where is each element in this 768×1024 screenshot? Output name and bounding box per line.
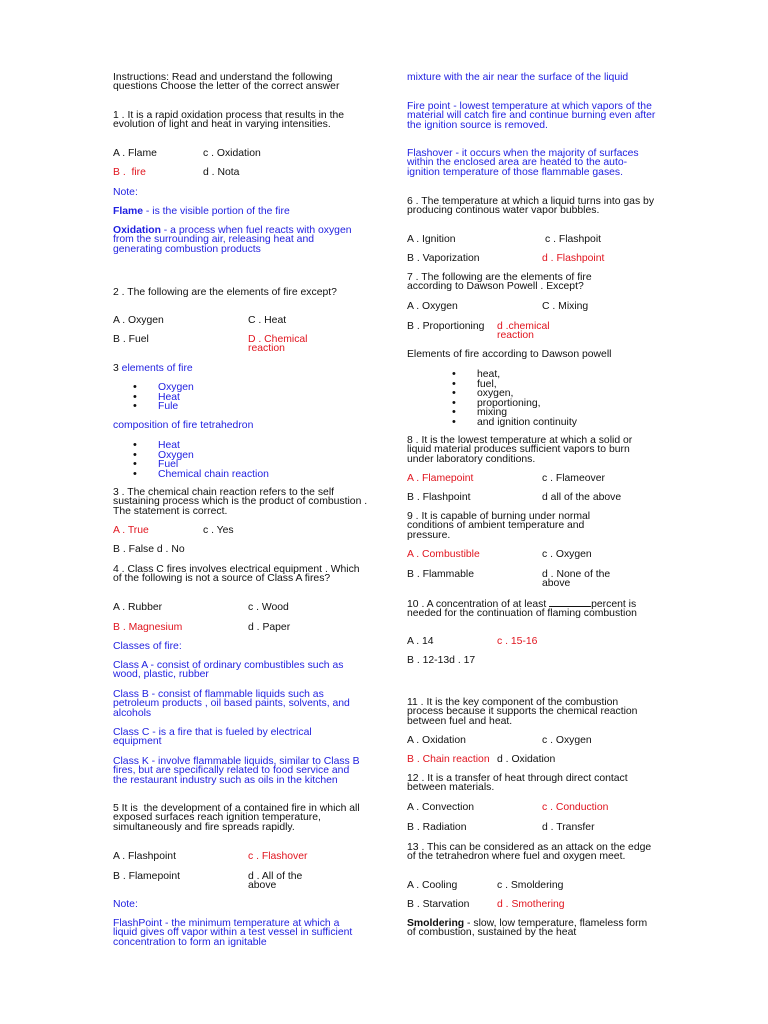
q3-option-a: A . True — [113, 525, 149, 536]
flame-def: - is the visible portion of the fire — [143, 206, 290, 217]
q5-stem: 5 It is the development of a contained fire in which all exposed surfaces reach ignition temperature, simultaneously and fire spreads rapidly. — [113, 803, 363, 833]
classes-title: Classes of fire: — [113, 641, 182, 652]
oxidation-definition — [113, 226, 363, 254]
note-label-2: Note: — [113, 899, 138, 910]
q8-option-b: B . Flashpoint — [407, 492, 471, 503]
q11-option-c: c . Oxygen — [542, 735, 592, 746]
q9-option-a: A . Combustible — [407, 549, 480, 560]
list-item: • mixing — [477, 408, 577, 418]
q10-option-a: A . 14 — [407, 636, 434, 647]
q9-option-b: B . Flammable — [407, 569, 474, 580]
q5-option-b: B . Flamepoint — [113, 871, 180, 882]
smoldering-def: - slow, low temperature, flameless form of combustion, sustained by the heat — [407, 918, 651, 939]
q10-stem-start: 10 . A concentration of at least — [407, 599, 550, 610]
elements-list — [158, 383, 194, 412]
q12-option-a: A . Convection — [407, 802, 475, 813]
q4-option-d: d . Paper — [248, 622, 291, 633]
oxidation-def: - a process when fuel reacts with oxygen from the surrounding air, releasing heat and generating combustion products — [113, 225, 355, 255]
list-item: • Chemical chain reaction — [158, 470, 269, 480]
q11-option-d: d . Oxidation — [497, 754, 556, 765]
fire-point-note: Fire point - lowest temperature at which vapors of the material will catch fire and continue burning even after the ignition source is removed. — [407, 101, 659, 131]
tetrahedron-list — [158, 441, 269, 479]
q1-option-b: B . fire — [113, 167, 146, 178]
q13-option-d: d . Smothering — [497, 899, 565, 910]
tetrahedron-title: composition of fire tetrahedron — [113, 420, 254, 431]
q8-option-c: c . Flameover — [542, 473, 605, 484]
q7-stem: 7 . The following are the elements of fire according to Dawson Powell . Except? — [407, 272, 595, 293]
q5-option-c: c . Flashover — [248, 851, 308, 862]
q12-stem: 12 . It is a transfer of heat through direct contact between materials. — [407, 773, 631, 794]
instructions: Instructions: Read and understand the following questions Choose the letter of the correct answer — [113, 72, 340, 93]
dawson-title: Elements of fire according to Dawson powell — [407, 349, 612, 360]
note-label: Note: — [113, 187, 138, 198]
q6-option-c: c . Flashpoit — [545, 234, 602, 245]
list-item: • proportioning, — [477, 399, 577, 409]
answer-blank — [549, 598, 591, 607]
list-item: • Heat — [158, 393, 194, 403]
q5-option-a: A . Flashpoint — [113, 851, 176, 862]
smoldering-definition — [407, 919, 652, 938]
q7-option-d: d .chemical reaction — [497, 321, 553, 342]
q2-option-c: C . Heat — [248, 315, 287, 326]
q2-option-a: A . Oxygen — [113, 315, 164, 326]
q6-option-d: d . Flashpoint — [542, 253, 605, 264]
list-item: • Heat — [158, 441, 269, 451]
q8-stem: 8 . It is the lowest temperature at which a solid or liquid material produces sufficient vapors to burn under laboratory conditions. — [407, 435, 636, 465]
q1-option-d: d . Nota — [203, 167, 240, 178]
continued-text: mixture with the air near the surface of the liquid — [407, 72, 629, 83]
q4-option-a: A . Rubber — [113, 602, 163, 613]
list-item: • Fuel — [158, 460, 269, 470]
q10-option-bd: B . 12-13d . 17 — [407, 655, 476, 666]
dawson-list — [477, 370, 577, 428]
flashpoint-note: FlashPoint - the minimum temperature at which a liquid gives off vapor within a test vessel in sufficient concentration to form an ignitable — [113, 918, 356, 948]
oxidation-term: Oxidation — [113, 225, 161, 236]
q10-option-c: c . 15-16 — [497, 636, 538, 647]
list-item: • oxygen, — [477, 389, 577, 399]
q13-option-c: c . Smoldering — [497, 880, 564, 891]
q12-option-d: d . Transfer — [542, 822, 595, 833]
q11-option-a: A . Oxidation — [407, 735, 466, 746]
q7-option-b: B . Proportioning — [407, 321, 485, 332]
q1-option-a: A . Flame — [113, 148, 157, 159]
q1-option-c: c . Oxidation — [203, 148, 261, 159]
list-item: • heat, — [477, 370, 577, 380]
q10-stem-end: percent is needed for the continuation of flaming combustion — [407, 599, 640, 620]
q6-option-b: B . Vaporization — [407, 253, 480, 264]
q12-option-b: B . Radiation — [407, 822, 467, 833]
q6-option-a: A . Ignition — [407, 234, 456, 245]
class-a: Class A - consist of ordinary combustibles such as wood, plastic, rubber — [113, 660, 347, 681]
class-c: Class C - is a fire that is fueled by electrical equipment — [113, 727, 315, 748]
q3-option-c: c . Yes — [203, 525, 234, 536]
flame-term: Flame — [113, 206, 144, 217]
q7-option-a: A . Oxygen — [407, 301, 458, 312]
q3-option-bd: B . False d . No — [113, 544, 185, 555]
class-k: Class K - involve flammable liquids, similar to Class B fires, but are specifically related to food service and the restaurant industry such as oils in the kitchen — [113, 756, 363, 786]
list-item: • Fule — [158, 402, 194, 412]
q1-stem: 1 . It is a rapid oxidation process that results in the evolution of light and heat in varying intensities. — [113, 110, 347, 131]
q2-stem: 2 . The following are the elements of fire except? — [113, 287, 337, 298]
q5-option-d: d . All of the above — [248, 871, 306, 892]
q11-stem: 11 . It is the key component of the combustion process because it supports the chemical reaction between fuel and heat. — [407, 697, 641, 727]
smoldering-term: Smoldering — [407, 918, 465, 929]
q13-option-a: A . Cooling — [407, 880, 458, 891]
q8-option-a: A . Flamepoint — [407, 473, 474, 484]
flame-definition — [113, 207, 373, 216]
q2-option-d: D . Chemical reaction — [248, 334, 311, 355]
q9-option-c: c . Oxygen — [542, 549, 592, 560]
list-item: • Oxygen — [158, 451, 269, 461]
q9-stem: 9 . It is capable of burning under normal conditions of ambient temperature and pressure. — [407, 511, 593, 541]
q10-stem — [407, 598, 657, 619]
flashover-note: Flashover - it occurs when the majority of surfaces within the enclosed area are heated to the auto-ignition temperature of those flammable gases. — [407, 148, 642, 178]
list-item: • Oxygen — [158, 383, 194, 393]
q13-option-b: B . Starvation — [407, 899, 470, 910]
elements-heading — [113, 364, 193, 373]
list-item: • and ignition continuity — [477, 418, 577, 428]
q6-stem: 6 . The temperature at which a liquid turns into gas by producing continous water vapor bubbles. — [407, 196, 657, 217]
class-b: Class B - consist of flammable liquids such as petroleum products , oil based paints, solvents, and alcohols — [113, 689, 353, 719]
q7-option-c: C . Mixing — [542, 301, 589, 312]
q9-option-d: d . None of the above — [542, 569, 614, 590]
q12-option-c: c . Conduction — [542, 802, 609, 813]
q4-option-b: B . Magnesium — [113, 622, 183, 633]
q4-stem: 4 . Class C fires involves electrical equipment . Which of the following is not a source of Class A fires? — [113, 564, 363, 585]
q4-option-c: c . Wood — [248, 602, 289, 613]
q11-option-b: B . Chain reaction — [407, 754, 490, 765]
q8-option-d: d all of the above — [542, 492, 622, 503]
q2-option-b: B . Fuel — [113, 334, 149, 345]
elements-title: elements of fire — [121, 363, 193, 374]
list-item: • fuel, — [477, 380, 577, 390]
elements-number: 3 — [113, 363, 122, 374]
q13-stem: 13 . This can be considered as an attack on the edge of the tetrahedron where fuel and oxygen meet. — [407, 842, 655, 863]
q3-stem: 3 . The chemical chain reaction refers to the self sustaining process which is the product of combustion . The statement is correct. — [113, 487, 370, 517]
